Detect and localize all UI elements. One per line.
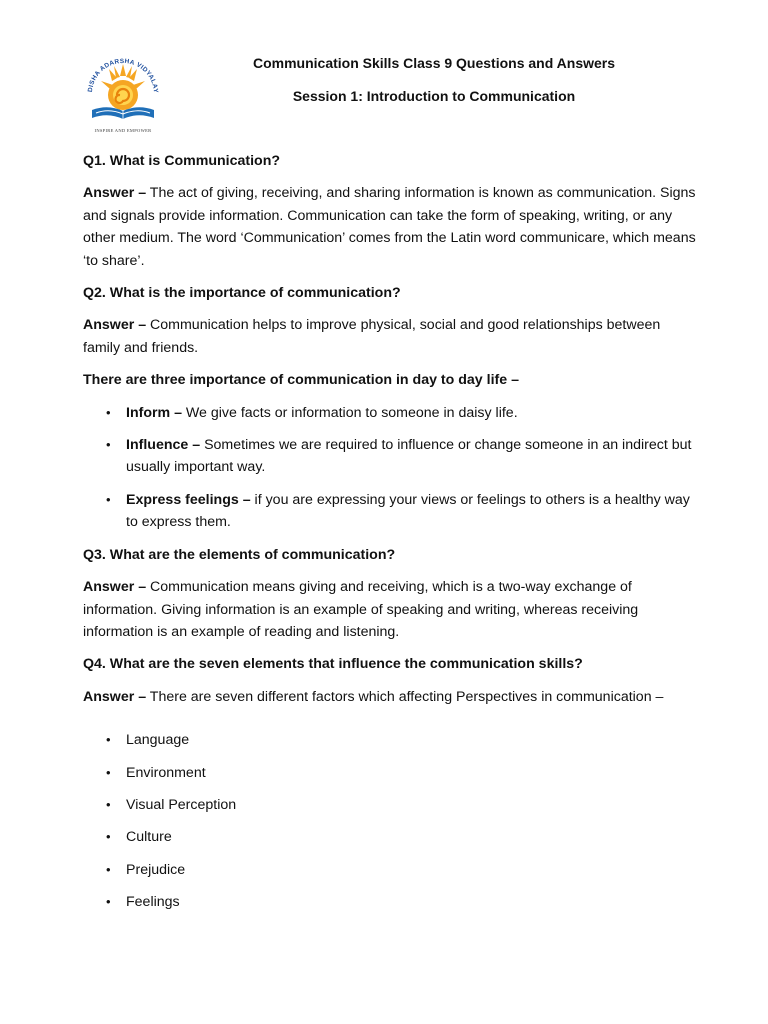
logo-tagline: INSPIRE AND EMPOWER [94, 128, 152, 133]
question-4: Q4. What are the seven elements that influence the communication skills? [83, 656, 583, 673]
page-title: Communication Skills Class 9 Questions and Answers [252, 55, 616, 71]
answer-1 [83, 182, 698, 272]
page-header [170, 54, 698, 105]
question-2: Q2. What is the importance of communication? [83, 285, 401, 302]
list-item: • Visual Perception [126, 794, 698, 816]
list-item: • Environment [126, 762, 698, 784]
answer-3 [83, 576, 698, 643]
sun-book-emblem [78, 50, 168, 130]
list-item: • Prejudice [126, 859, 698, 881]
answer-text: There are seven different factors which affecting Perspectives in communication – [146, 688, 664, 705]
list-item-term: Influence – [126, 437, 201, 454]
answer-label: Answer – [83, 688, 147, 705]
answer-text: Communication means giving and receiving, which is a two-way exchange of information. Giving information is an example of speaking and writing, whereas receiving information is an example of reading and listening. [83, 579, 639, 640]
list-item-term: Inform – [126, 404, 182, 421]
answer-text: Communication helps to improve physical, social and good relationships between family and friends. [83, 317, 661, 356]
answer-label: Answer – [83, 185, 147, 202]
question-3: Q3. What are the elements of communication? [83, 546, 396, 563]
answer-2 [83, 314, 698, 359]
question-1: Q1. What is Communication? [83, 153, 281, 169]
importance-subheading: There are three importance of communication in day to day life – [83, 372, 519, 389]
list-item [126, 489, 698, 534]
list-item [126, 434, 698, 479]
answer-label: Answer – [83, 317, 147, 334]
answer-label: Answer – [83, 579, 147, 596]
list-item: • Culture [126, 826, 698, 848]
answer-4 [83, 686, 698, 708]
list-item: • Language [126, 729, 698, 751]
list-item [126, 402, 698, 424]
factors-list [83, 729, 698, 913]
list-item-term: Express feelings – [126, 491, 251, 508]
importance-list [83, 402, 698, 534]
page-subtitle: Session 1: Introduction to Communication [292, 88, 576, 104]
answer-text: The act of giving, receiving, and sharing information is known as communication. Signs and signals provide information. Communication can take the form of speaking, writing, or any other medium. The word ‘Communication’ comes from the Latin word communicare, which means ‘to share’. [83, 185, 696, 269]
list-item-text: if you are expressing your views or feelings to others is a healthy way to express them. [126, 491, 690, 531]
list-item: • Feelings [126, 891, 698, 913]
list-item-text: Sometimes we are required to influence or change someone in an indirect but usually important way. [126, 437, 692, 476]
document-body [83, 150, 698, 924]
list-item-text: We give facts or information to someone in daisy life. [181, 404, 518, 421]
school-logo [78, 50, 168, 134]
logo-arc-text: DISHA ADARSHA VIDYALAY [86, 57, 160, 93]
